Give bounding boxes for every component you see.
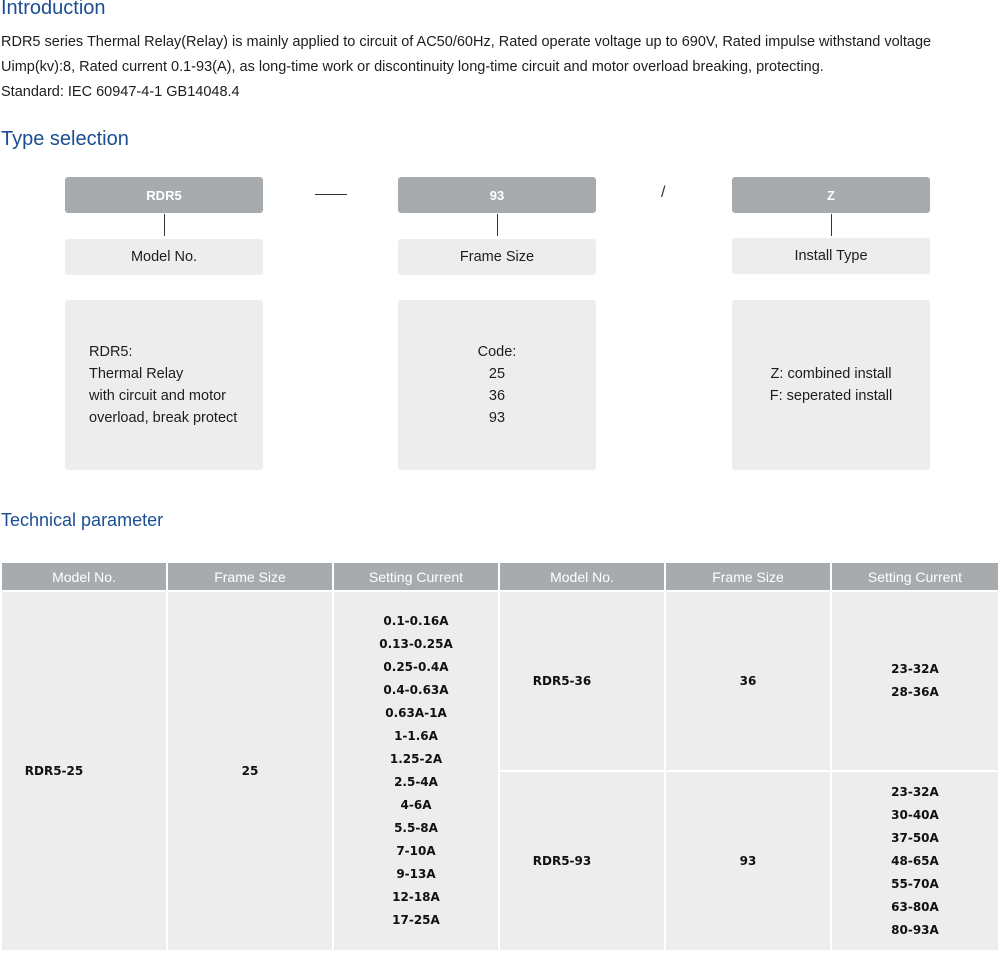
model-desc-line: RDR5: bbox=[89, 344, 133, 360]
header-setting-current: Setting Current bbox=[832, 563, 998, 590]
model-value: RDR5-36 bbox=[532, 674, 592, 688]
frame-desc-line: 25 bbox=[488, 366, 506, 382]
model-label-box bbox=[65, 239, 263, 275]
table-cell-currents bbox=[832, 592, 998, 770]
type-selection-heading: Type selection bbox=[1, 128, 129, 150]
frame-value: 25 bbox=[241, 764, 259, 778]
frame-value: 36 bbox=[739, 674, 757, 688]
current-value: 48-65A bbox=[891, 853, 939, 868]
frame-desc-line: 36 bbox=[488, 388, 506, 404]
current-value: 23-32A bbox=[891, 784, 939, 799]
header-model-no: Model No. bbox=[2, 563, 166, 590]
intro-heading: Introduction bbox=[1, 0, 106, 19]
intro-line-2: Uimp(kv):8, Rated current 0.1-93(A), as long-time work or discontinuity long-time circuit and motor overload breaking, protecting. bbox=[1, 59, 824, 75]
header-frame-size: Frame Size bbox=[666, 563, 830, 590]
model-description bbox=[65, 300, 263, 470]
model-desc-line: overload, break protect bbox=[89, 410, 238, 426]
connector-line bbox=[164, 214, 165, 236]
current-value: 23-32A bbox=[891, 662, 939, 676]
header-frame-size: Frame Size bbox=[168, 563, 332, 590]
frame-value: 93 bbox=[739, 854, 757, 868]
install-desc-line: Z: combined install bbox=[770, 366, 892, 382]
current-value: 0.1-0.16A bbox=[383, 614, 449, 628]
model-label: Model No. bbox=[130, 249, 198, 265]
current-value: 4-6A bbox=[400, 798, 432, 812]
separator-slash: / bbox=[661, 184, 666, 201]
current-value: 63-80A bbox=[891, 899, 939, 914]
current-value: 7-10A bbox=[396, 844, 436, 858]
model-code: RDR5 bbox=[146, 187, 182, 203]
model-desc-line: Thermal Relay bbox=[89, 366, 184, 382]
frame-label-box bbox=[398, 239, 596, 275]
frame-code: 93 bbox=[489, 187, 505, 203]
current-value: 55-70A bbox=[891, 876, 939, 891]
technical-heading: Technical parameter bbox=[1, 510, 164, 530]
frame-description bbox=[398, 300, 596, 470]
current-value: 37-50A bbox=[891, 830, 939, 845]
intro-line-1: RDR5 series Thermal Relay(Relay) is mainly applied to circuit of AC50/60Hz, Rated operate voltage up to 690V, Rated impulse withstand voltage bbox=[1, 34, 932, 50]
current-value: 0.4-0.63A bbox=[383, 683, 449, 697]
current-value: 5.5-8A bbox=[394, 821, 438, 835]
table-cell-model bbox=[2, 592, 166, 950]
connector-line bbox=[831, 214, 832, 236]
current-value: 2.5-4A bbox=[394, 775, 438, 789]
header-setting-current: Setting Current bbox=[334, 563, 498, 590]
intro-standard: Standard: IEC 60947-4-1 GB14048.4 bbox=[1, 84, 240, 100]
model-value: RDR5-93 bbox=[532, 854, 592, 868]
current-value: 80-93A bbox=[891, 922, 939, 937]
model-code-box bbox=[65, 177, 263, 213]
table-cell-currents bbox=[832, 772, 998, 950]
current-value: 0.13-0.25A bbox=[379, 637, 453, 651]
current-value: 0.25-0.4A bbox=[383, 660, 449, 674]
frame-code-box bbox=[398, 177, 596, 213]
table-cell-frame bbox=[168, 592, 332, 950]
model-desc-line: with circuit and motor bbox=[89, 388, 226, 404]
current-value: 1-1.6A bbox=[394, 729, 438, 743]
frame-desc-line: 93 bbox=[488, 410, 506, 426]
model-value: RDR5-25 bbox=[24, 764, 84, 778]
current-value: 17-25A bbox=[392, 913, 440, 927]
table-cell-frame bbox=[666, 772, 830, 950]
frame-label: Frame Size bbox=[459, 249, 535, 265]
frame-desc-line: Code: bbox=[477, 344, 517, 360]
install-label-box bbox=[732, 238, 930, 274]
install-description bbox=[732, 300, 930, 470]
current-value: 1.25-2A bbox=[389, 752, 443, 766]
table-cell-model bbox=[500, 592, 664, 770]
install-code-box bbox=[732, 177, 930, 213]
table-cell-currents bbox=[334, 592, 498, 950]
current-value: 12-18A bbox=[392, 890, 440, 904]
current-value: 30-40A bbox=[891, 807, 939, 822]
install-desc-line: F: seperated install bbox=[769, 388, 893, 404]
install-code: Z bbox=[827, 187, 835, 203]
connector-line bbox=[497, 214, 498, 236]
current-value: 28-36A bbox=[891, 685, 939, 699]
separator-dash bbox=[315, 194, 347, 195]
current-value: 0.63A-1A bbox=[385, 706, 447, 720]
table-cell-model bbox=[500, 772, 664, 950]
install-label: Install Type bbox=[794, 248, 868, 264]
current-value: 9-13A bbox=[396, 867, 436, 881]
table-cell-frame bbox=[666, 592, 830, 770]
header-model-no: Model No. bbox=[500, 563, 664, 590]
